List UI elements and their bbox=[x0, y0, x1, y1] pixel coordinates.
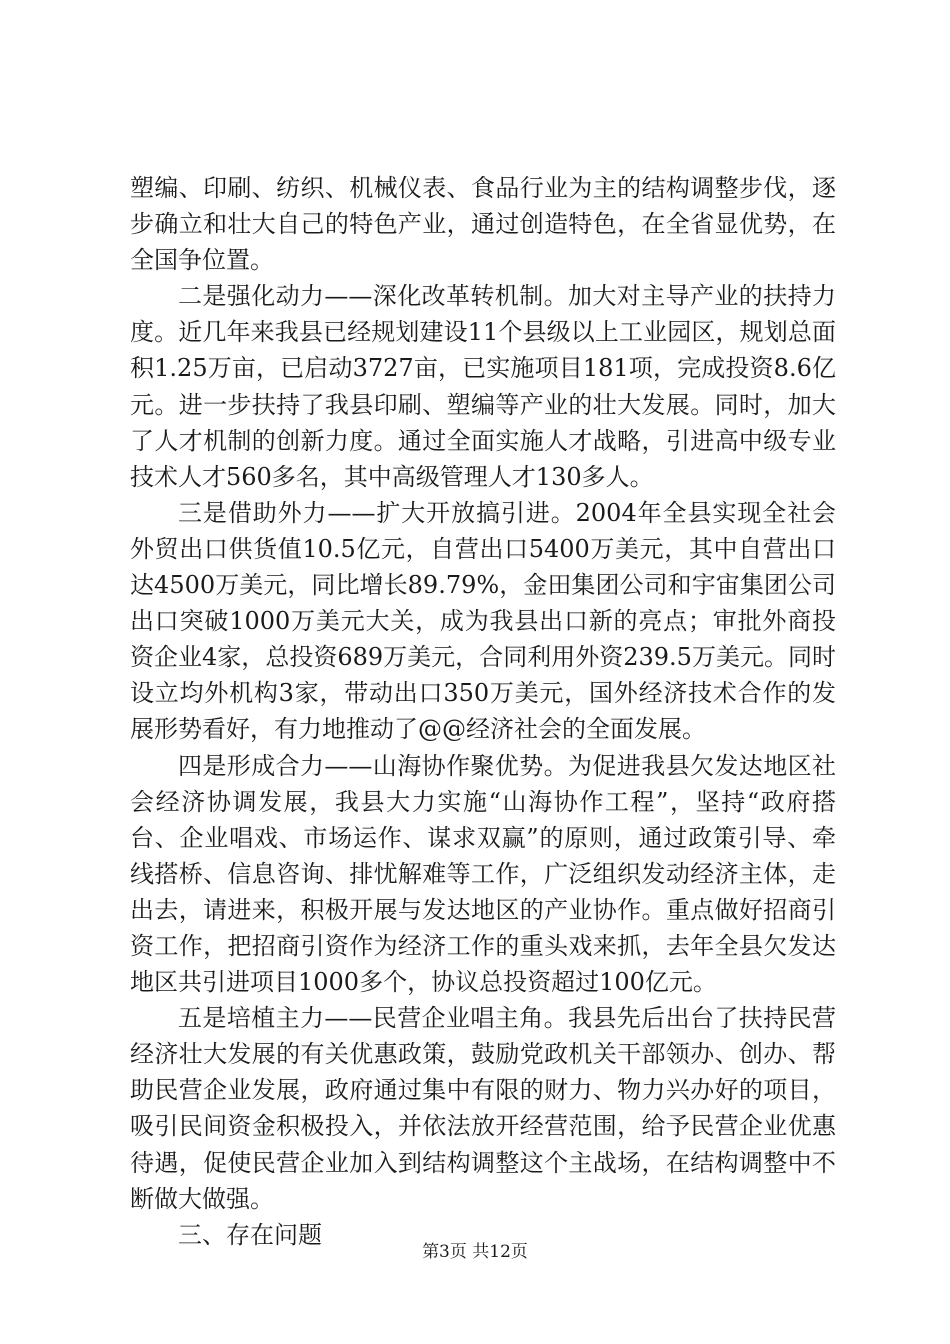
paragraph-third-external-force: 三是借助外力——扩大开放搞引进。2004年全县实现全社会外贸出口供货值10.5亿元，自营出口5400万美元，其中自营出口达4500万美元，同比增长89.79%，金田集团公司和宇宙集团公司出口突破1000万美元大关，成为我县出口新的亮点；审批外商投资企业4家，总投资689万美元，合同利用外资239.5万美元。同时设立均外机构3家，带动出口350万美元，国外经济技术合作的发展形势看好，有力地推动了@@经济社会的全面发展。 bbox=[130, 498, 836, 744]
paragraph-fourth-joint-force: 四是形成合力——山海协作聚优势。为促进我县欠发达地区社会经济协调发展，我县大力实施“山海协作工程”，坚持“政府搭台、企业唱戏、市场运作、谋求双赢”的原则，通过政策引导、牵线搭桥、信息咨询、排忧解难等工作，广泛组织发动经济主体，走出去，请进来，积极开展与发达地区的产业协作。重点做好招商引资工作，把招商引资作为经济工作的重头戏来抓，去年全县欠发达地区共引进项目1000多个，协议总投资超过100亿元。 bbox=[130, 751, 836, 997]
paragraph-continued: 塑编、印刷、纺织、机械仪表、食品行业为主的结构调整步伐，逐步确立和壮大自己的特色产业，通过创造特色，在全省显优势，在全国争位置。 bbox=[130, 174, 836, 275]
document-body bbox=[130, 170, 836, 1253]
section-heading-existing-problems: 三、存在问题 bbox=[178, 1220, 322, 1249]
paragraph-second-strengthen-momentum: 二是强化动力——深化改革转机制。加大对主导产业的扶持力度。近几年来我县已经规划建设11个县级以上工业园区，规划总面积1.25万亩，已启动3727亩，已实施项目181项，完成投资8.6亿元。进一步扶持了我县印刷、塑编等产业的壮大发展。同时，加大了人才机制的创新力度。通过全面实施人才战略，引进高中级专业技术人才560多名，其中高级管理人才130多人。 bbox=[130, 282, 836, 491]
paragraph-fifth-private-enterprise: 五是培植主力——民营企业唱主角。我县先后出台了扶持民营经济壮大发展的有关优惠政策，鼓励党政机关干部领办、创办、帮助民营企业发展，政府通过集中有限的财力、物力兴办好的项目，吸引民间资金积极投入，并依法放开经营范围，给予民营企业优惠待遇，促使民营企业加入到结构调整这个主战场，在结构调整中不断做大做强。 bbox=[130, 1004, 836, 1213]
page-footer: 第3页 共12页 bbox=[422, 1242, 528, 1262]
